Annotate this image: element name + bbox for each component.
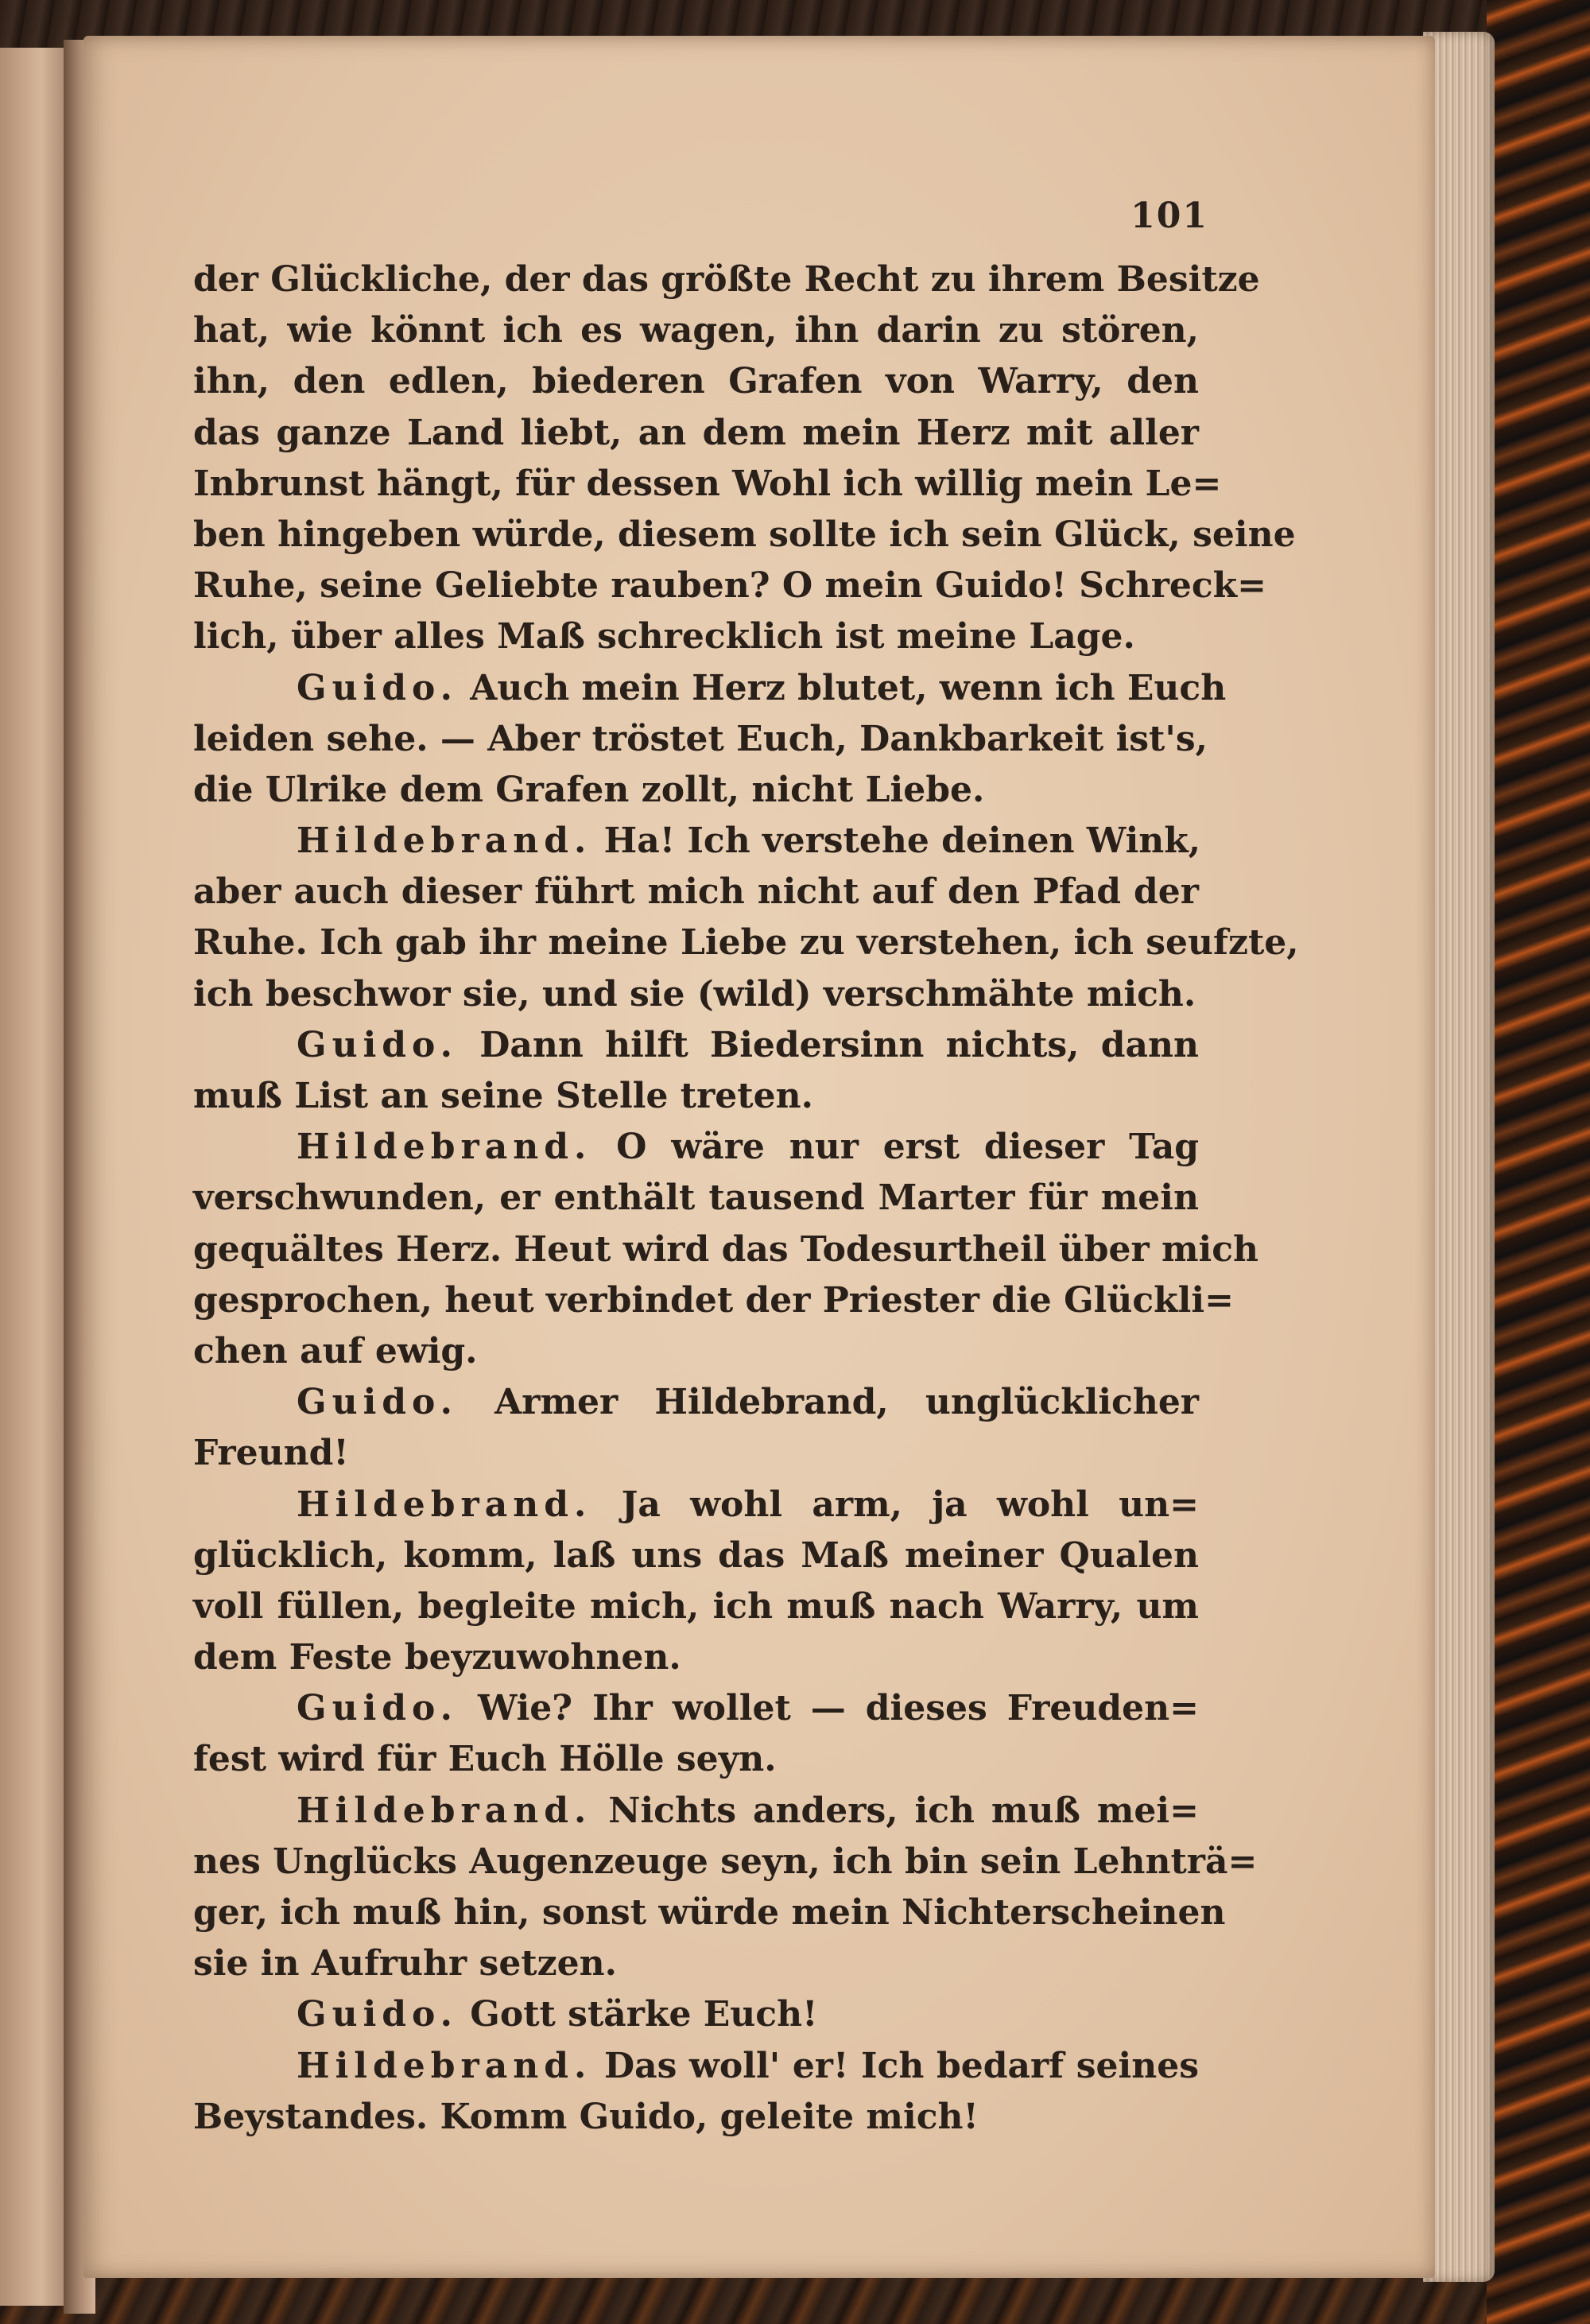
text-line: verschwunden, er enthält tausend Marter für mein [193,1178,1199,1219]
text-line: sie in Aufruhr setzen. [193,1943,617,1985]
text-line: voll füllen, begleite mich, ich muß nach Warry, um [193,1585,1199,1627]
speaker-name: Guido. [297,667,458,708]
text-line: fest wird für Euch Hölle seyn. [193,1739,777,1780]
text-line: chen auf ewig. [193,1330,478,1372]
text-line: ben hingeben würde, diesem sollte ich sein Glück, seine [193,514,1296,555]
text-line: gequältes Herz. Heut wird das Todesurtheil über mich [193,1228,1259,1270]
dialogue-line: Hildebrand. Das woll' er! Ich bedarf seines [297,2045,1199,2086]
text-line: muß List an seine Stelle treten. [193,1076,813,1116]
dialogue-line: Hildebrand. Ha! Ich verstehe deinen Wink, [297,821,1201,862]
dialogue-line: Hildebrand. O wäre nur erst dieser Tag [297,1127,1199,1168]
text-line: ger, ich muß hin, sonst würde mein Nichterscheinen [193,1892,1226,1933]
text-line: Ruhe. Ich gab ihr meine Liebe zu verstehen, ich seufzte, [193,922,1299,964]
speaker-name: Guido. [297,1382,458,1423]
text-line: Freund! [193,1433,349,1474]
speaker-name: Hildebrand. [297,2045,592,2086]
text-line: leiden sehe. — Aber tröstet Euch, Dankbarkeit ist's, [193,718,1208,759]
text-line: das ganze Land liebt, an dem mein Herz mit aller [193,412,1199,453]
dialogue-line: Hildebrand. Ja wohl arm, ja wohl un= [297,1484,1199,1525]
speaker-name: Hildebrand. [297,1790,592,1831]
dialogue-line: Guido. Armer Hildebrand, unglücklicher [297,1382,1199,1423]
text-line: ihn, den edlen, biederen Grafen von Warry, den [193,361,1199,402]
text-line: Beystandes. Komm Guido, geleite mich! [193,2096,979,2137]
speaker-name: Guido. [297,1994,458,2035]
dialogue-line: Guido. Wie? Ihr wollet — dieses Freuden= [297,1688,1199,1729]
speaker-name: Guido. [297,1024,458,1065]
text-line: lich, über alles Maß schrecklich ist meine Lage. [193,616,1135,658]
page-number: 101 [1130,196,1208,236]
speaker-name: Hildebrand. [297,821,592,862]
speaker-name: Hildebrand. [297,1484,592,1525]
text-line: hat, wie könnt ich es wagen, ihn darin zu stören, [193,310,1199,351]
dialogue-line: Hildebrand. Nichts anders, ich muß mei= [297,1790,1199,1831]
text-line: glücklich, komm, laß uns das Maß meiner Qualen [193,1534,1199,1576]
text-line: die Ulrike dem Grafen zollt, nicht Liebe. [193,769,985,810]
text-line: der Glückliche, der das größte Recht zu ihrem Besitze [193,259,1260,300]
book-cover-marbled [1487,0,1590,2324]
text-line: dem Feste beyzuwohnen. [193,1637,681,1678]
dialogue-line: Guido. Gott stärke Euch! [297,1994,818,2035]
dialogue-line: Guido. Auch mein Herz blutet, wenn ich Euch [297,667,1227,708]
text-line: ich beschwor sie, und sie (wild) verschmähte mich. [193,973,1196,1015]
text-line: Ruhe, seine Geliebte rauben? O mein Guido! Schreck= [193,565,1267,607]
text-line: Inbrunst hängt, für dessen Wohl ich willig mein Le= [193,463,1222,504]
dialogue-line: Guido. Dann hilft Biedersinn nichts, dann [297,1024,1199,1065]
text-line: gesprochen, heut verbindet der Priester die Glückli= [193,1279,1234,1321]
speaker-name: Guido. [297,1688,458,1729]
speaker-name: Hildebrand. [297,1127,592,1168]
text-line: aber auch dieser führt mich nicht auf den Pfad der [193,871,1199,913]
text-line: nes Unglücks Augenzeuge seyn, ich bin sein Lehnträ= [193,1841,1258,1882]
text-block [193,254,1299,2143]
